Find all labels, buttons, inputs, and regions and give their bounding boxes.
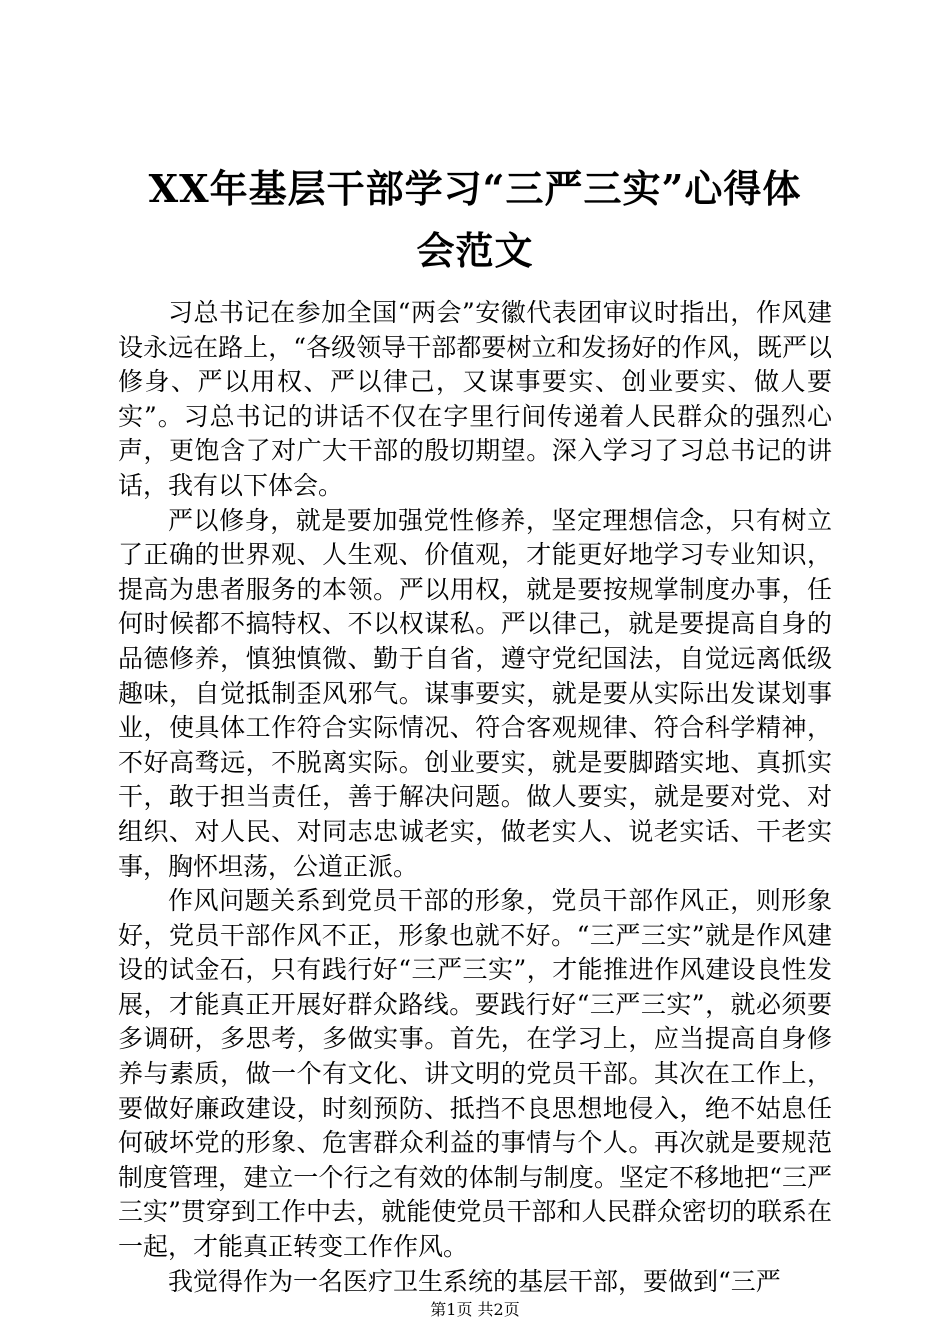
paragraph: 作风问题关系到党员干部的形象，党员干部作风正，则形象好，党员干部作风不正，形象也就不好。“三严三实”就是作风建设的试金石，只有践行好“三严三实”，才能推进作风建设良性发展，才能真正开展好群众路线。要践行好“三严三实”，就必须要多调研，多思考，多做实事。首先，在学习上，应当提高自身修养与素质，做一个有文化、讲文明的党员干部。其次在工作上，要做好廉政建设，时刻预防、抵挡不良思想地侵入，绝不姑息任何破坏党的形象、危害群众利益的事情与个人。再次就是要规范制度管理，建立一个行之有效的体制与制度。坚定不移地把“三严三实”贯穿到工作中去，就能使党员干部和人民群众密切的联系在一起，才能真正转变工作作风。 — [118, 886, 832, 1262]
document-body — [118, 296, 832, 1299]
paragraph: 我觉得作为一名医疗卫生系统的基层干部，要做到“三严 — [168, 1266, 781, 1296]
paragraph: 严以修身，就是要加强党性修养，坚定理想信念，只有树立了正确的世界观、人生观、价值观，才能更好地学习专业知识，提高为患者服务的本领。严以用权，就是要按规掌制度办事，任何时候都不搞特权、不以权谋私。严以律己，就是要提高自身的品德修养，慎独慎微、勤于自省，遵守党纪国法，自觉远离低级趣味，自觉抵制歪风邪气。谋事要实，就是要从实际出发谋划事业，使具体工作符合实际情况、符合客观规律、符合科学精神，不好高骛远，不脱离实际。创业要实，就是要脚踏实地、真抓实干，敢于担当责任，善于解决问题。做人要实，就是要对党、对组织、对人民、对同志忠诚老实，做老实人、说老实话、干老实事，胸怀坦荡，公道正派。 — [118, 505, 832, 881]
page-number-footer: 第1页 共2页 — [430, 1300, 520, 1319]
paragraph: 习总书记在参加全国“两会”安徽代表团审议时指出，作风建设永远在路上，“各级领导干部都要树立和发扬好的作风，既严以修身、严以用权、严以律己，又谋事要实、创业要实、做人要实”。习总书记的讲话不仅在字里行间传递着人民群众的强烈心声，更饱含了对广大干部的殷切期望。深入学习了习总书记的讲话，我有以下体会。 — [118, 298, 832, 500]
document-title: XX年基层干部学习“三严三实”心得体会范文 — [148, 166, 802, 273]
